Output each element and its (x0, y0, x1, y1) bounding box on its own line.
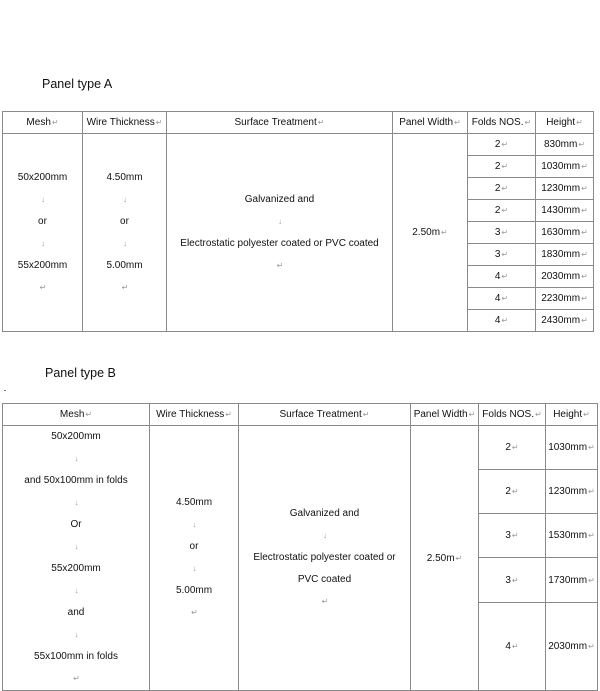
folds-cell: 4↵ (479, 602, 546, 690)
folds-cell: 3↵ (479, 558, 546, 602)
wire-thickness-cell: 4.50mm ↓ or ↓ 5.00mm ↵ (150, 426, 239, 691)
height-cell: 1030mm↵ (536, 156, 594, 178)
panel-width-cell: 2.50m↵ (393, 134, 468, 332)
height-cell: 1030mm↵ (546, 426, 598, 470)
folds-cell: 2↵ (468, 134, 536, 156)
header-surface-treatment: Surface Treatment↵ (239, 404, 411, 426)
height-cell: 1830mm↵ (536, 244, 594, 266)
table-header-row (3, 404, 598, 426)
folds-cell: 3↵ (479, 514, 546, 558)
folds-cell: 4↵ (468, 288, 536, 310)
height-cell: 2430mm↵ (536, 310, 594, 332)
height-cell: 2030mm↵ (536, 266, 594, 288)
header-folds: Folds NOS.↵ (468, 112, 536, 134)
folds-cell: 2↵ (468, 200, 536, 222)
folds-cell: 2↵ (468, 156, 536, 178)
folds-cell: 4↵ (468, 310, 536, 332)
folds-cell: 2↵ (468, 178, 536, 200)
panel-b-title: Panel type B (45, 366, 116, 380)
panel-a-title: Panel type A (42, 77, 113, 91)
header-panel-width: Panel Width↵ (393, 112, 468, 134)
header-panel-width: Panel Width↵ (411, 404, 479, 426)
header-mesh: Mesh↵ (3, 404, 150, 426)
panel-width-cell: 2.50m↵ (411, 426, 479, 691)
header-wire-thickness: Wire Thickness↵ (150, 404, 239, 426)
surface-treatment-cell: Galvanized and ↓ Electrostatic polyester coated or PVC coated ↵ (239, 426, 411, 691)
folds-cell: 2↵ (479, 426, 546, 470)
wire-thickness-cell: 4.50mm ↓ or ↓ 5.00mm ↵ (83, 134, 167, 332)
header-folds: Folds NOS.↵ (479, 404, 546, 426)
height-cell: 1430mm↵ (536, 200, 594, 222)
header-height: Height↵ (536, 112, 594, 134)
surface-treatment-cell: Galvanized and ↓ Electrostatic polyester coated or PVC coated ↵ (167, 134, 393, 332)
folds-cell: 3↵ (468, 244, 536, 266)
folds-cell: 4↵ (468, 266, 536, 288)
height-cell: 830mm↵ (536, 134, 594, 156)
height-cell: 2230mm↵ (536, 288, 594, 310)
height-cell: 1730mm↵ (546, 558, 598, 602)
height-cell: 1230mm↵ (546, 470, 598, 514)
folds-cell: 2↵ (479, 470, 546, 514)
header-mesh: Mesh↵ (3, 112, 83, 134)
header-height: Height↵ (546, 404, 598, 426)
folds-cell: 3↵ (468, 222, 536, 244)
table-header-row (3, 112, 594, 134)
stray-mark (4, 390, 6, 391)
panel-a-table (2, 111, 594, 332)
table-row (3, 134, 594, 156)
height-cell: 1530mm↵ (546, 514, 598, 558)
header-surface-treatment: Surface Treatment↵ (167, 112, 393, 134)
mesh-cell: 50x200mm ↓ or ↓ 55x200mm ↵ (3, 134, 83, 332)
table-row (3, 426, 598, 470)
mesh-cell: 50x200mm ↓ and 50x100mm in folds ↓ Or ↓ 55x200mm ↓ and ↓ 55x100mm in folds ↵ (3, 426, 150, 691)
height-cell: 2030mm↵ (546, 602, 598, 690)
height-cell: 1230mm↵ (536, 178, 594, 200)
header-wire-thickness: Wire Thickness↵ (83, 112, 167, 134)
height-cell: 1630mm↵ (536, 222, 594, 244)
panel-b-table (2, 403, 598, 691)
